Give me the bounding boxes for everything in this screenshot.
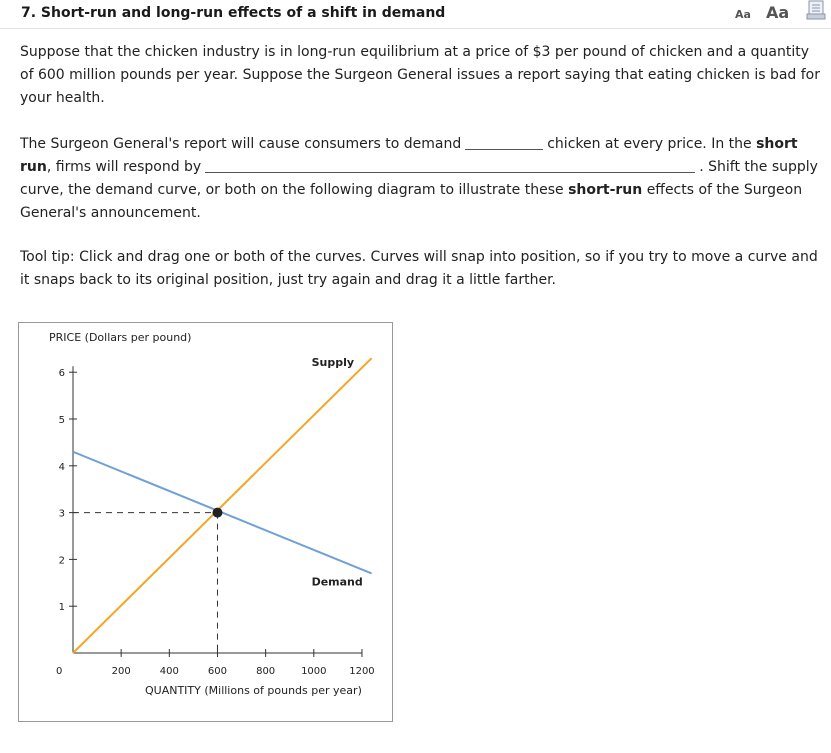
graph-panel [18,322,393,722]
prompt-text-3: , firms will respond by [46,159,202,175]
y-tick-label: 1 [58,602,65,614]
equilibrium-point [212,508,222,518]
x-axis-title: QUANTITY (Millions of pounds per year) [145,684,362,697]
x-tick-label: 1200 [349,666,375,677]
decrease-font-button[interactable]: Aa [735,8,751,21]
prompt-paragraph [20,133,820,225]
question-header [0,0,831,29]
supply-curve-label: Supply [311,356,355,370]
increase-font-button[interactable]: Aa [766,3,790,22]
firm-response-dropdown[interactable] [205,158,695,173]
print-icon[interactable] [806,0,826,20]
demand-curve-label: Demand [311,575,363,589]
y-tick-label: 3 [58,508,65,520]
question-title: 7. Short-run and long-run effects of a shift in demand [21,5,446,21]
prompt-text-5: effects of the Surgeon General's announcement. [20,182,803,221]
x-tick-label: 1000 [301,666,327,677]
x-tick-label: 200 [111,666,131,677]
supply-demand-chart [19,323,392,721]
y-tick-label: 4 [58,461,65,473]
x-tick-label: 600 [207,666,228,677]
demand-change-dropdown[interactable] [465,135,543,150]
y-tick-label: 5 [58,415,65,426]
prompt-text-1: The Surgeon General's report will cause consumers to demand [20,136,462,152]
y-axis-title: PRICE (Dollars per pound) [49,331,192,344]
intro-paragraph: Suppose that the chicken industry is in long-run equilibrium at a price of $3 per pound of chicken and a quantity of 600 million pounds per year. Suppose the Surgeon General issues a report saying that eating chicken is bad for your health. [20,44,821,106]
x-tick-label: 800 [256,666,276,677]
x-tick-label: 400 [159,666,179,677]
tool-tip: Tool tip: Click and drag one or both of the curves. Curves will snap into position, so if you try to move a curve and it snaps back to its original position, just try again and drag it a little farther. [20,249,818,288]
prompt-text-2: chicken at every price. In the [547,136,752,152]
x-origin-label: 0 [56,666,63,677]
y-tick-label: 6 [58,368,65,380]
y-tick-label: 2 [58,555,65,567]
supply-curve[interactable] [73,358,372,653]
prompt-bold-short-run: short run [20,136,798,175]
prompt-bold-short-run-2: short-run [568,182,643,198]
prompt-text-4: . Shift the supply curve, the demand curve, or both on the following diagram to illustrate these [20,159,818,198]
